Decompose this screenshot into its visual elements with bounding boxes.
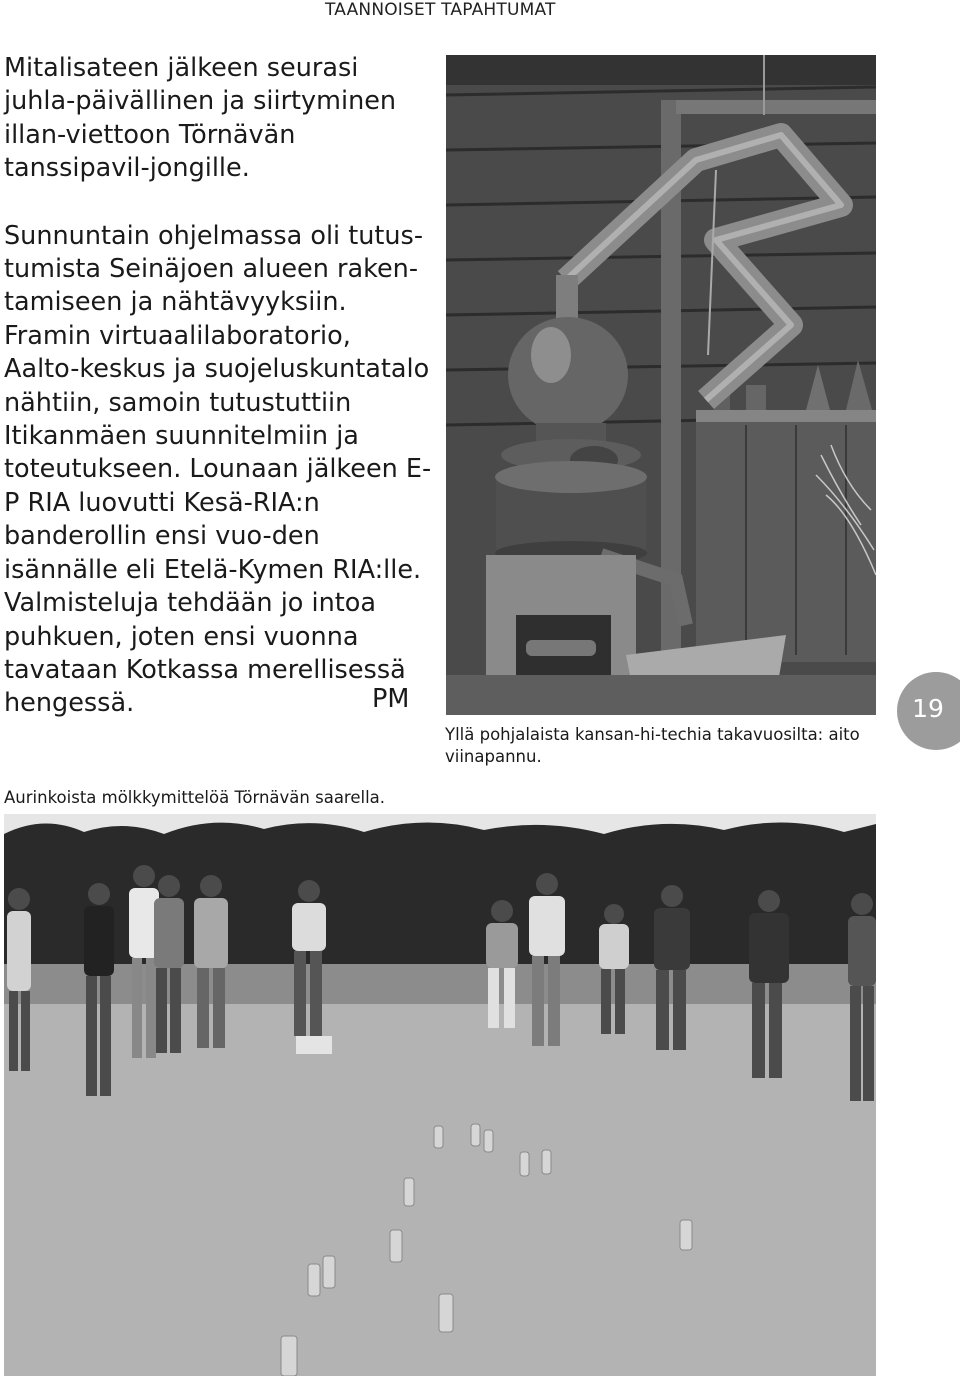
article-paragraph-1: Mitalisateen jälkeen seurasi juhla-päivällinen ja siirtyminen illan-viettoon Törnävän tanssipavil-jongille. [4,53,397,184]
bottom-photo-caption: Aurinkoista mölkkymittelöä Törnävän saarella. [4,788,386,807]
article-body [4,52,434,721]
section-header: TAANNOISET TAPAHTUMAT [325,0,556,20]
author-signature: PM [372,684,410,714]
molkky-illustration [4,814,876,1376]
top-photo-caption: Yllä pohjalaista kansan-hi-techia takavuosilta: aito viinapannu. [445,725,860,766]
still-photo [446,55,876,715]
article-paragraph-2: Sunnuntain ohjelmassa oli tutus-tumista Seinäjoen alueen raken-tamiseen ja nähtävyyksiin. Framin virtuaalilaboratorio, Aalto-keskus ja suojeluskuntatalo nähtiin, samoin tutustuttiin Itikanmäen suunnitelmiin ja toteutukseen. Lounaan jälkeen E-P RIA luovutti Kesä-RIA:n banderollin ensi vuo-den isännälle eli Etelä-Kymen RIA:lle. Valmisteluja tehdään jo intoa puhkuen, joten ensi vuonna tavataan Kotkassa merellisessä hengessä. [4,220,432,719]
molkky-photo [4,814,876,1376]
still-illustration [446,55,876,715]
page-number: 19 [912,694,944,723]
